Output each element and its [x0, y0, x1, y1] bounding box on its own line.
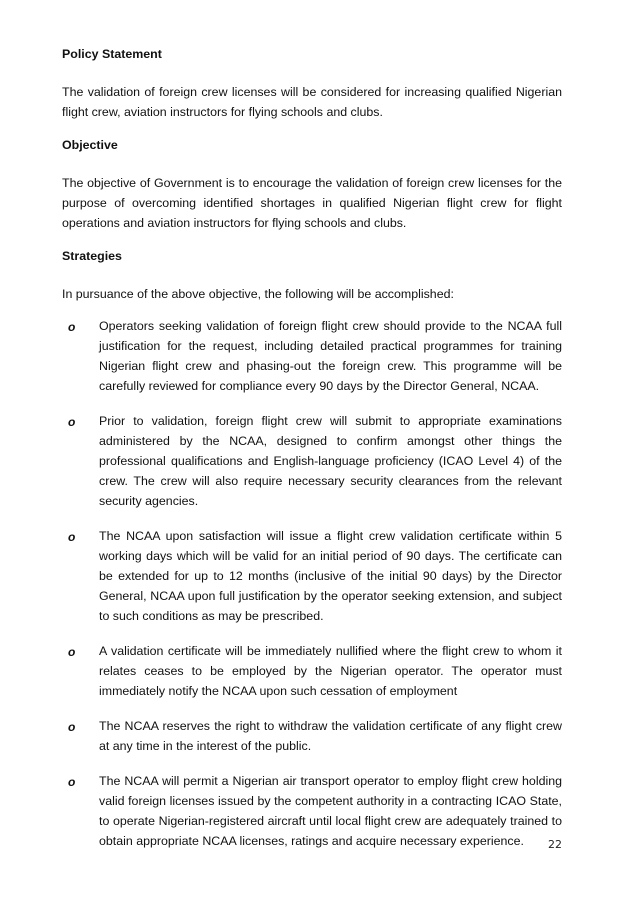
list-item-text: The NCAA reserves the right to withdraw the validation certificate of any flight crew at any time in the interest of the public. — [99, 719, 562, 753]
bullet-marker: o — [68, 530, 76, 544]
bullet-marker: o — [68, 645, 76, 659]
list-item-text: A validation certificate will be immediately nullified where the flight crew to whom it relates ceases to be employed by the Nigerian operator. The operator must immediately notify the NCAA upon such cessation of employment — [99, 644, 562, 698]
bullet-marker: o — [68, 775, 76, 789]
strategies-list — [62, 316, 562, 851]
bullet-marker: o — [68, 415, 76, 429]
list-item-text: The NCAA upon satisfaction will issue a flight crew validation certificate within 5 working days which will be valid for an initial period of 90 days. The certificate can be extended for up to 12 months (inclusive of the initial 90 days) by the Director General, NCAA upon full justification by the operator seeking extension, and subject to such conditions as may be prescribed. — [99, 529, 562, 623]
page-number: 22 — [548, 838, 562, 851]
list-item — [62, 316, 562, 396]
list-item — [62, 641, 562, 701]
objective-heading: Objective — [62, 138, 118, 152]
list-item-text: Prior to validation, foreign flight crew will submit to appropriate examinations administered by the NCAA, designed to confirm amongst other things the professional qualifications and English-language proficiency (ICAO Level 4) of the crew. The crew will also require necessary security clearances from the relevant security agencies. — [99, 414, 562, 508]
policy-statement-text: The validation of foreign crew licenses will be considered for increasing qualified Nigerian flight crew, aviation instructors for flying schools and clubs. — [62, 85, 562, 119]
bullet-marker: o — [68, 320, 76, 334]
objective-text: The objective of Government is to encourage the validation of foreign crew licenses for the purpose of overcoming identified shortages in qualified Nigerian flight crew for flight operations and aviation instructors for flying schools and clubs. — [62, 176, 562, 230]
document-page — [62, 44, 562, 866]
bullet-marker: o — [68, 720, 76, 734]
strategies-heading: Strategies — [62, 249, 122, 263]
list-item-text: Operators seeking validation of foreign flight crew should provide to the NCAA full justification for the request, including detailed practical programmes for training Nigerian flight crew and phasing-out the foreign crew. This programme will be carefully reviewed for compliance every 90 days by the Director General, NCAA. — [99, 319, 562, 393]
list-item — [62, 771, 562, 851]
policy-statement-heading: Policy Statement — [62, 47, 162, 61]
strategies-intro-text: In pursuance of the above objective, the following will be accomplished: — [62, 287, 454, 301]
list-item — [62, 411, 562, 511]
list-item — [62, 526, 562, 626]
list-item-text: The NCAA will permit a Nigerian air transport operator to employ flight crew holding valid foreign licenses issued by the competent authority in a contracting ICAO State, to operate Nigerian-registered aircraft until local flight crew are adequately trained to obtain appropriate NCAA licenses, ratings and acquire necessary experience. — [99, 774, 562, 848]
list-item — [62, 716, 562, 756]
